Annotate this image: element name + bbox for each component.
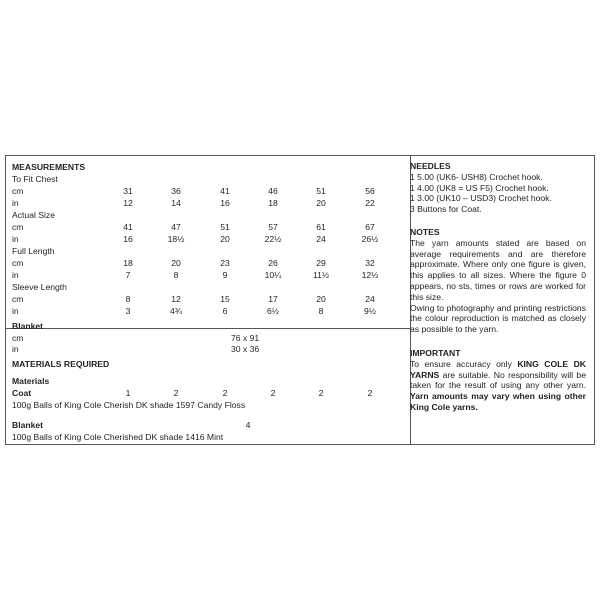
blanket-label: Blanket	[12, 321, 44, 331]
measurement-value: 4¾	[170, 306, 182, 316]
measurement-value: 41	[220, 186, 230, 196]
measurement-value: 14	[171, 198, 181, 208]
needles-heading: NEEDLES	[410, 161, 451, 171]
measurement-value: 23	[220, 258, 230, 268]
measurement-value: 61	[316, 222, 326, 232]
measurement-value: 16	[123, 234, 133, 244]
measurement-value: 57	[268, 222, 278, 232]
unit-label: cm	[12, 294, 24, 304]
coat-yarn-desc: 100g Balls of King Cole Cherish DK shade 1597 Candy Floss	[12, 400, 246, 410]
notes-paragraph: The yarn amounts stated are based on average requirements and are therefore approximate. Where only one figure is given, this applies to all sizes. Where the figure 0 appears, no sts, times or rows are worked for this size.	[410, 237, 586, 302]
measurement-value: 6	[222, 306, 228, 316]
coat-amount: 2	[222, 388, 228, 398]
measurement-value: 6½	[267, 306, 279, 316]
measurement-value: 24	[365, 294, 375, 304]
measurement-label: Sleeve Length	[12, 282, 67, 292]
measurement-value: 26	[268, 258, 278, 268]
measurement-value: 18	[268, 198, 278, 208]
measurement-value: 22½	[264, 234, 282, 244]
measurement-value: 56	[365, 186, 375, 196]
unit-label: cm	[12, 333, 24, 343]
measurement-value: 9	[222, 270, 228, 280]
materials-heading: MATERIALS REQUIRED	[12, 359, 110, 369]
measurement-value: 51	[220, 222, 230, 232]
measurement-value: 47	[171, 222, 181, 232]
notes-heading: NOTES	[410, 227, 440, 237]
measurement-value: 18	[123, 258, 133, 268]
measurement-value: 15	[220, 294, 230, 304]
measurement-value: 29	[316, 258, 326, 268]
blanket-amount: 4	[245, 420, 251, 430]
measurement-value: 20	[220, 234, 230, 244]
measurement-value: 12	[171, 294, 181, 304]
needle-line: 1 5.00 (UK6- USH8) Crochet hook.	[410, 171, 543, 182]
measurement-value: 8	[173, 270, 179, 280]
important-text-part: To ensure accuracy only	[410, 358, 518, 369]
measurement-value: 20	[316, 198, 326, 208]
unit-label: cm	[12, 258, 24, 268]
measurement-value: 46	[268, 186, 278, 196]
important-text-part: are suitable. No responsibility will be taken for the result of using any other yarn.	[410, 369, 586, 391]
measurements-heading: MEASUREMENTS	[12, 162, 86, 172]
coat-amount: 2	[318, 388, 324, 398]
blanket-size-in: 30 x 36	[231, 344, 260, 354]
measurement-value: 3	[125, 306, 131, 316]
coat-amount: 2	[173, 388, 179, 398]
materials-subheading: Materials	[12, 376, 50, 386]
measurement-value: 8	[125, 294, 131, 304]
measurement-value: 18½	[167, 234, 185, 244]
coat-amount: 1	[125, 388, 131, 398]
needles-section	[410, 161, 586, 215]
blanket-yarn-desc: 100g Balls of King Cole Cherished DK shade 1416 Mint	[12, 432, 224, 442]
coat-amount: 2	[270, 388, 276, 398]
measurement-label: Full Length	[12, 246, 55, 256]
measurement-value: 41	[123, 222, 133, 232]
measurement-value: 17	[268, 294, 278, 304]
important-heading: IMPORTANT	[410, 348, 461, 358]
measurement-value: 32	[365, 258, 375, 268]
important-warning: Yarn amounts may vary when using other King Cole yarns.	[410, 391, 586, 412]
measurement-value: 24	[316, 234, 326, 244]
measurement-value: 31	[123, 186, 133, 196]
coat-amount: 2	[367, 388, 373, 398]
measurement-value: 12	[123, 198, 133, 208]
measurement-label: To Fit Chest	[12, 174, 58, 184]
measurement-value: 51	[316, 186, 326, 196]
coat-label: Coat	[12, 388, 32, 398]
measurement-value: 10¼	[264, 270, 282, 280]
measurement-value: 8	[318, 306, 324, 316]
measurement-value: 11½	[312, 270, 330, 280]
needle-line: 1 4.00 (UK8 = US F5) Crochet hook.	[410, 182, 549, 193]
measurement-value: 7	[125, 270, 131, 280]
important-section	[410, 348, 586, 413]
measurement-value: 22	[365, 198, 375, 208]
measurement-label: Actual Size	[12, 210, 55, 220]
unit-label: in	[12, 306, 19, 316]
needle-line: 1 3.00 (UK10 – USD3) Crochet hook.	[410, 193, 552, 204]
unit-label: in	[12, 198, 19, 208]
unit-label: in	[12, 344, 19, 354]
unit-label: in	[12, 270, 19, 280]
blanket-mat-label: Blanket	[12, 420, 44, 430]
measurement-value: 67	[365, 222, 375, 232]
important-text	[410, 359, 586, 413]
measurement-value: 16	[220, 198, 230, 208]
measurement-value: 20	[316, 294, 326, 304]
needle-line: 3 Buttons for Coat.	[410, 204, 482, 215]
blanket-size-cm: 76 x 91	[231, 333, 260, 343]
measurement-value: 12½	[361, 270, 379, 280]
notes-section	[410, 227, 586, 335]
unit-label: cm	[12, 186, 24, 196]
unit-label: cm	[12, 222, 24, 232]
measurement-value: 20	[171, 258, 181, 268]
measurement-value: 9½	[364, 306, 376, 316]
unit-label: in	[12, 234, 19, 244]
notes-paragraph: Owing to photography and printing restrictions the colour reproduction is matched as closely as possible to the yarn.	[410, 302, 586, 335]
important-brand: KING COLE DK YARNS	[410, 358, 587, 380]
measurement-value: 26½	[361, 234, 379, 244]
measurement-value: 36	[171, 186, 181, 196]
section-divider	[6, 328, 410, 329]
